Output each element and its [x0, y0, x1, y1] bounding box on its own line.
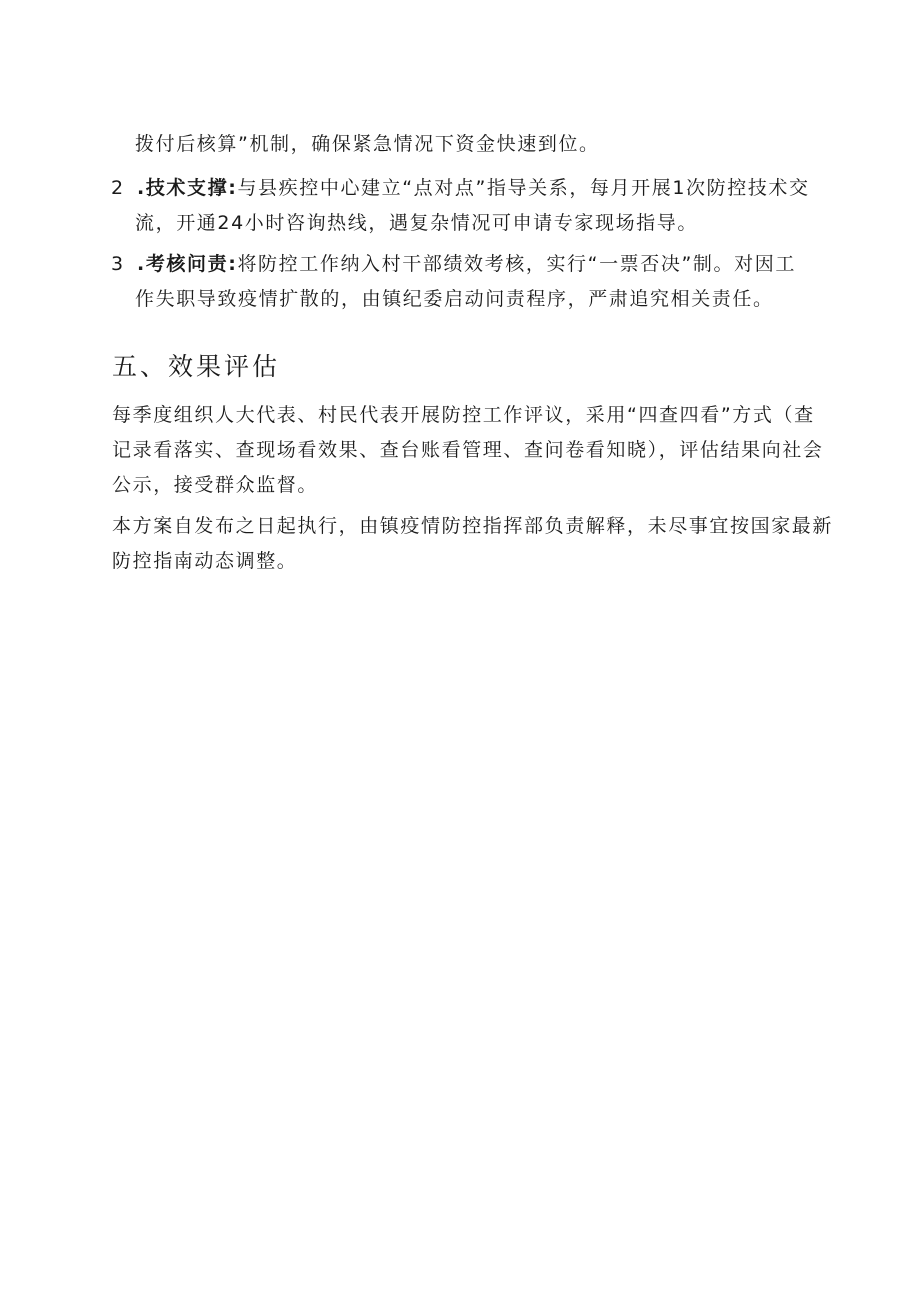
list-item-number: 2: [111, 177, 125, 199]
list-item-text-continued: 作失职导致疫情扩散的，由镇纪委启动问责程序，严肃追究相关责任。: [135, 288, 774, 310]
list-item-text-continued: 流，开通24小时咨询热线，遇复杂情况可申请专家现场指导。: [135, 212, 698, 234]
paragraph-line: 防控指南动态调整。: [112, 550, 298, 572]
list-item-number: 3: [111, 253, 125, 275]
list-item-line: [111, 171, 810, 206]
paragraph-line: 记录看落实、查现场看效果、查台账看管理、查问卷看知晓），评估结果向社会: [112, 439, 824, 461]
list-item-dot: .: [137, 177, 146, 199]
evaluation-paragraph: [112, 398, 824, 503]
item1-continuation: [135, 127, 600, 162]
paragraph-line: 公示，接受群众监督。: [112, 474, 319, 496]
paragraph-line: 每季度组织人大代表、村民代表开展防控工作评议，采用“四查四看”方式（查: [112, 404, 815, 426]
item1-continuation-text: 拨付后核算”机制，确保紧急情况下资金快速到位。: [135, 133, 600, 155]
list-item-label: 考核问责:: [145, 253, 238, 275]
section-heading: 五、效果评估: [112, 352, 281, 381]
list-item-text: 与县疾控中心建立“点对点”指导关系，每月开展1次防控技术交: [237, 177, 810, 199]
list-item-label: 技术支撑:: [145, 177, 238, 199]
list-item-text: 将防控工作纳入村干部绩效考核，实行“一票否决”制。对因工: [237, 253, 796, 275]
list-item-dot: .: [137, 253, 146, 275]
closing-paragraph: [112, 509, 833, 579]
list-item-line: [111, 247, 796, 282]
list-item-technical-support: [111, 171, 810, 241]
paragraph-line: 本方案自发布之日起执行，由镇疫情防控指挥部负责解释，未尽事宜按国家最新: [112, 515, 834, 537]
list-item-assessment-accountability: [111, 247, 796, 317]
